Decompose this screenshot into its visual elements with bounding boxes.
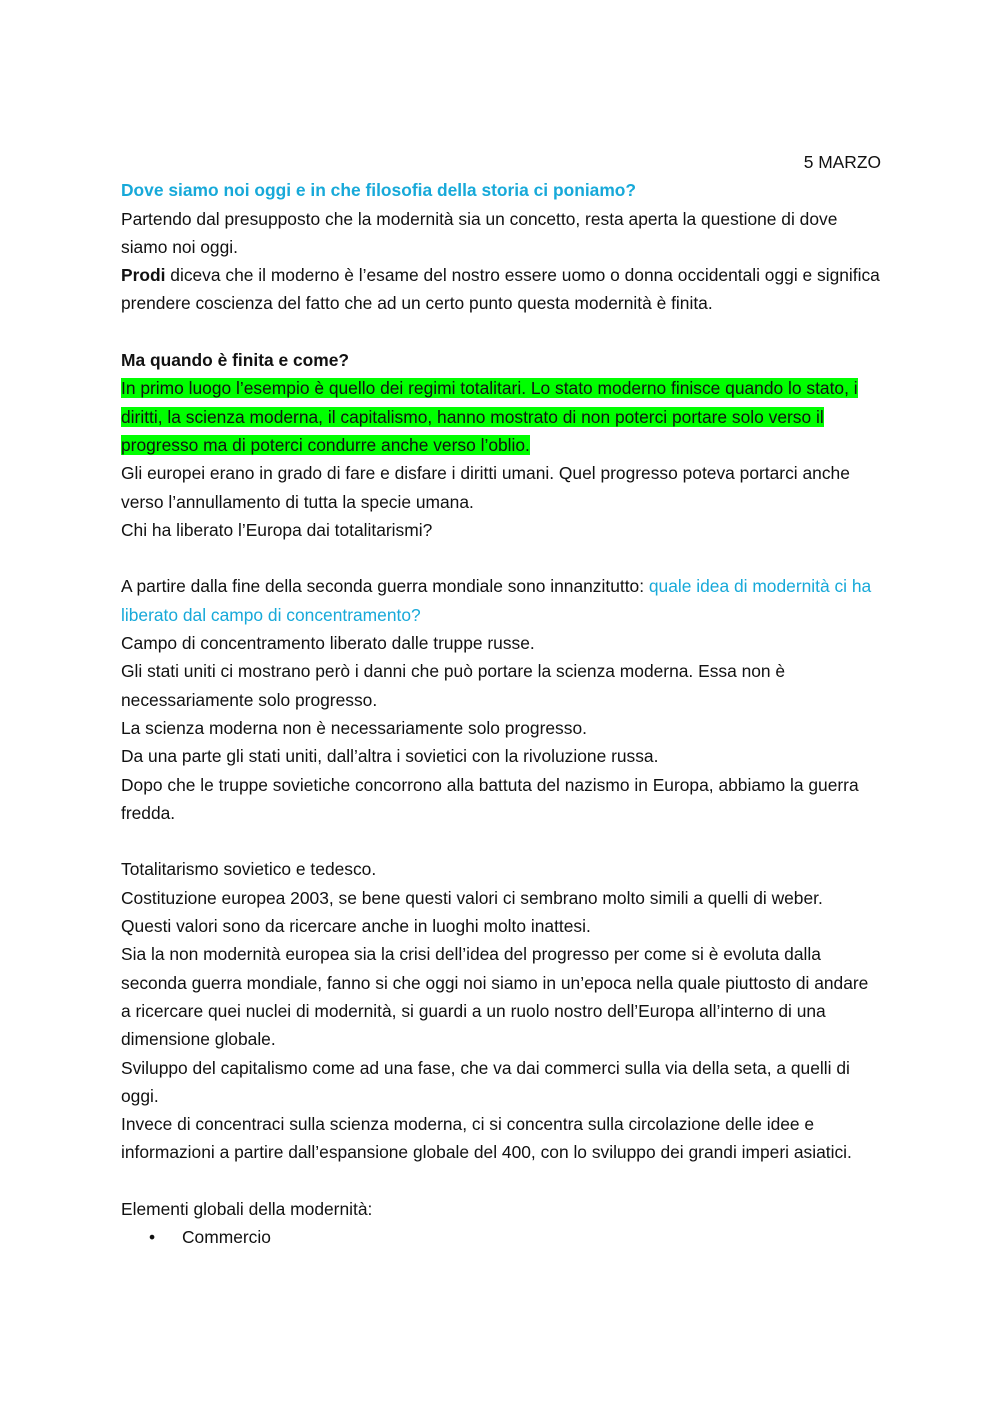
paragraph-human-rights: Gli europei erano in grado di fare e disfare i diritti umani. Quel progresso poteva portarci anche verso l’annullamento di tutta la specie umana.	[121, 463, 850, 512]
question-heading: Dove siamo noi oggi e in che filosofia della storia ci poniamo?	[121, 180, 637, 201]
document-page	[121, 148, 881, 1252]
blank-line	[121, 544, 881, 572]
second-war-text: A partire dalla fine della seconda guerra mondiale sono innanzitutto:	[121, 576, 649, 597]
paragraph-values: Questi valori sono da ricercare anche in luoghi molto inattesi.	[121, 916, 591, 937]
paragraph-constitution: Costituzione europea 2003, se bene questi valori ci sembrano molto simili a quelli di weber.	[121, 887, 823, 908]
modernity-idea-question: quale idea di modernità ci ha liberato dal campo di concentramento?	[121, 576, 872, 625]
paragraph-science: La scienza moderna non è necessariamente solo progresso.	[121, 717, 587, 738]
blank-line	[121, 1167, 881, 1195]
paragraph-circulation: Invece di concentraci sulla scienza moderna, ci si concentra sulla circolazione delle idee e informazioni a partire dall’espansione globale del 400, con lo sviluppo dei grandi imperi asiatici.	[121, 1114, 852, 1163]
prodi-text: diceva che il moderno è l’esame del nostro essere uomo o donna occidentali oggi e significa prendere coscienza del fatto che ad un certo punto questa modernità è finita.	[121, 265, 880, 314]
paragraph-cold-war: Dopo che le truppe sovietiche concorrono alla battuta del nazismo in Europa, abbiamo la guerra fredda.	[121, 774, 859, 823]
date-label: 5 MARZO	[803, 152, 881, 172]
blank-line	[121, 827, 881, 855]
global-elements-list	[121, 1223, 881, 1251]
prodi-name: Prodi	[121, 265, 166, 286]
blank-line	[121, 318, 881, 346]
paragraph-global-elements: Elementi globali della modernità:	[121, 1198, 373, 1219]
paragraph-usa-soviets: Da una parte gli stati uniti, dall’altra i sovietici con la rivoluzione russa.	[121, 746, 659, 767]
list-item-label: Commercio	[182, 1227, 271, 1248]
paragraph-camp: Campo di concentramento liberato dalle truppe russe.	[121, 633, 535, 654]
paragraph-liberation-question: Chi ha liberato l’Europa dai totalitarismi?	[121, 519, 433, 540]
list-item	[121, 1223, 881, 1251]
paragraph-prodi	[121, 261, 881, 318]
paragraph-second-war	[121, 572, 881, 629]
when-heading: Ma quando è finita e come?	[121, 350, 350, 371]
bullet-icon: •	[149, 1227, 156, 1248]
paragraph-modernity-concept: Partendo dal presupposto che la modernità sia un concetto, resta aperta la questione di dove siamo noi oggi.	[121, 208, 838, 257]
paragraph-usa: Gli stati uniti ci mostrano però i danni che può portare la scienza moderna. Essa non è necessariamente solo progresso.	[121, 661, 786, 710]
highlighted-text: In primo luogo l’esempio è quello dei regimi totalitari. Lo stato moderno finisce quando lo stato, i diritti, la scienza moderna, il capitalismo, hanno mostrato di non poterci portare solo verso il progresso ma di poterci condurre anche verso l’oblio.	[121, 378, 858, 455]
paragraph-totalitarianism: Totalitarismo sovietico e tedesco.	[121, 859, 377, 880]
paragraph-capitalism: Sviluppo del capitalismo come ad una fase, che va dai commerci sulla via della seta, a quelli di oggi.	[121, 1057, 850, 1106]
paragraph-totalitarian	[121, 374, 881, 459]
paragraph-global-dimension: Sia la non modernità europea sia la crisi dell’idea del progresso per come si è evoluta dalla seconda guerra mondiale, fanno si che oggi noi siamo in un’epoca nella quale piuttosto di andare a ricercare quei nuclei di modernità, si guardi a un ruolo nostro dell’Europa all’interno di una dimensione globale.	[121, 944, 869, 1050]
